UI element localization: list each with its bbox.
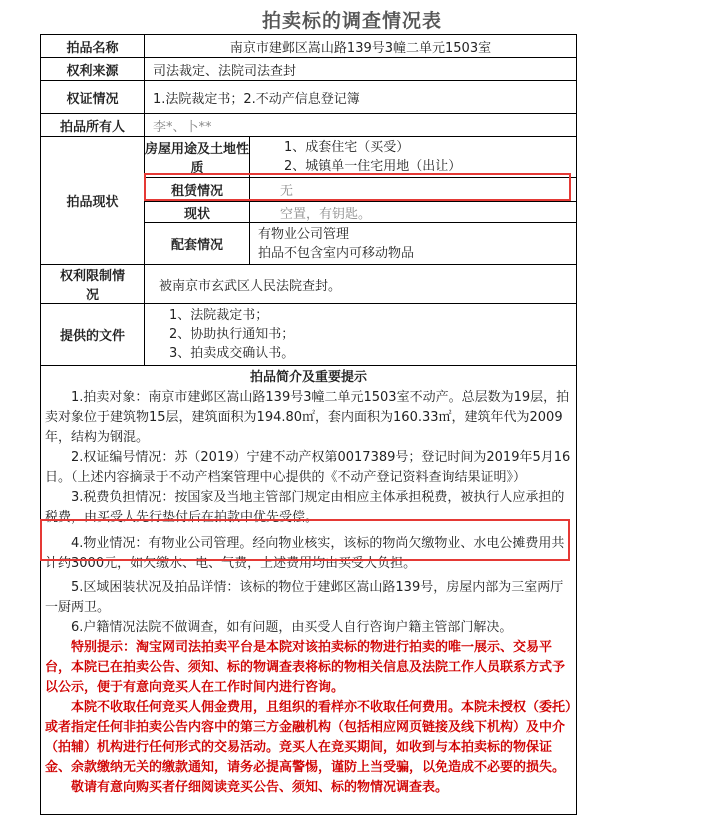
facility-line-2: 拍品不包含室内可移动物品: [258, 245, 415, 261]
intro-paragraph-3: 3.税费负担情况：按国家及当地主管部门规定由相应主体承担税费，被执行人应承担的税费，由买受人先行垫付后在拍款中优先受偿。: [45, 490, 565, 525]
source-value: 司法裁定、法院司法查封: [145, 58, 577, 81]
intro-paragraph-4: 4.物业情况：有物业公司管理。经向物业核实，该标的物尚欠缴物业、水电公摊费用共计约3000元，如欠缴水、电、气费，上述费用均由买受人负担。: [45, 536, 565, 571]
documents-value: [145, 304, 577, 366]
current-value: 空置，有钥匙。: [250, 202, 577, 223]
documents-label: 提供的文件: [41, 304, 145, 366]
current-label: 现状: [145, 202, 250, 223]
usage-value: [250, 137, 577, 178]
intro-paragraph-6: 6.户籍情况法院不做调查，如有问题，由买受人自行咨询户籍主管部门解决。: [71, 620, 513, 635]
facility-line-1: 有物业公司管理: [258, 226, 350, 242]
row-restriction: [41, 265, 577, 304]
document-line-1: 1、法院裁定书；: [169, 308, 269, 323]
usage-label: 房屋用途及土地性质: [145, 137, 250, 178]
row-certificate: [41, 81, 577, 114]
usage-line-1: 1、成套住宅（买受）: [284, 140, 410, 155]
owner-label: 拍品所有人: [41, 114, 145, 137]
notice-read-carefully: 敬请有意向购买者仔细阅读竞买公告、须知、标的物情况调查表。: [71, 780, 449, 795]
row-documents: [41, 304, 577, 366]
document-line-2: 2、协助执行通知书；: [169, 327, 295, 342]
row-name: [41, 35, 577, 58]
source-label: 权利来源: [41, 58, 145, 81]
intro-heading: 拍品简介及重要提示: [250, 370, 368, 385]
notice-special: 特别提示：淘宝网司法拍卖平台是本院对该拍卖标的物进行拍卖的唯一展示、交易平台，本院已在拍卖公告、须知、标的物调查表将标的物相关信息及法院工作人员联系方式予以公示，便于有意向竞买人在工作时间内进行咨询。: [45, 640, 566, 695]
lease-value: 无: [250, 178, 577, 202]
page-title: 拍卖标的调查情况表: [261, 10, 442, 32]
certificate-label: 权证情况: [41, 81, 145, 114]
owner-value: 李*、卜**: [145, 114, 577, 137]
usage-line-2: 2、城镇单一住宅用地（出让）: [284, 159, 462, 174]
facility-label: 配套情况: [145, 223, 250, 265]
lease-label: 租赁情况: [145, 178, 250, 202]
restriction-value: 被南京市玄武区人民法院查封。: [145, 265, 577, 304]
status-label: 拍品现状: [41, 137, 145, 265]
restriction-label: 权利限制情况: [41, 265, 145, 304]
row-owner: [41, 114, 577, 137]
row-source: [41, 58, 577, 81]
facility-value: [250, 223, 577, 265]
row-usage: [41, 137, 577, 178]
notice-no-commission: 本院不收取任何竞买人佣金费用，且组织的看样亦不收取任何费用。本院未授权（委托）或者指定任何非拍卖公告内容中的第三方金融机构（包括相应网页链接及线下机构）及中介（拍辅）机构进行任何形式的交易活动。竞买人在竞买期间，如收到与本拍卖标的物保证金、余款缴纳无关的缴款通知，请务必提高警惕，谨防上当受骗，以免造成不必要的损失。: [45, 700, 572, 775]
name-value: 南京市建邺区嵩山路139号3幢二单元1503室: [145, 35, 577, 58]
row-intro: [41, 366, 577, 815]
survey-table: [40, 34, 577, 815]
intro-paragraph-2: 2.权证编号情况：苏（2019）宁建不动产权第0017389号；登记时间为2019年5月16日。（上述内容摘录于不动产档案管理中心提供的《不动产登记资料查询结果证明》）: [45, 450, 571, 485]
intro-paragraph-1: 1.拍卖对象：南京市建邺区嵩山路139号3幢二单元1503室不动产。总层数为19层，拍卖对象位于建筑物15层，建筑面积为194.80㎡，套内面积为160.33㎡，建筑年代为2009年，结构为钢混。: [45, 390, 570, 445]
intro-cell: [41, 366, 577, 815]
certificate-value: 1.法院裁定书；2.不动产信息登记簿: [145, 81, 577, 114]
name-label: 拍品名称: [41, 35, 145, 58]
document-line-3: 3、拍卖成交确认书。: [169, 346, 295, 361]
intro-paragraph-5: 5.区域困装状况及拍品详情：该标的物位于建邺区嵩山路139号，房屋内部为三室两厅一厨两卫。: [45, 580, 564, 615]
